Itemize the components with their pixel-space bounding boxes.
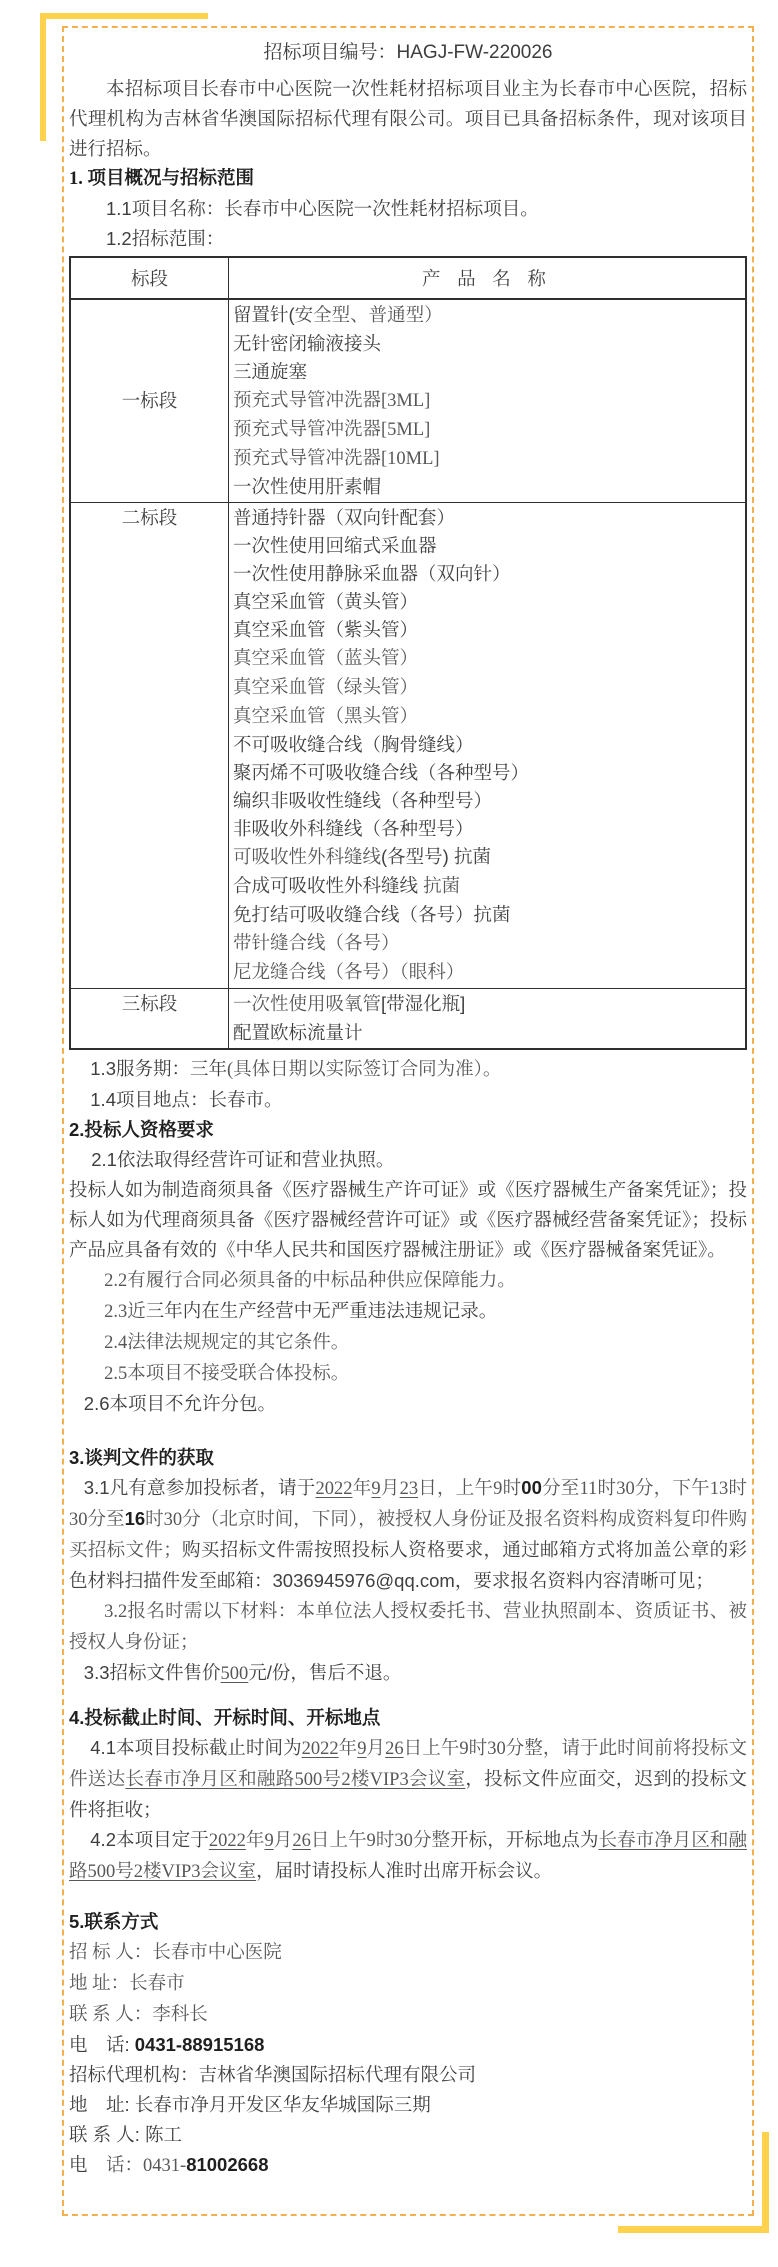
spacer-1 [69,1419,747,1443]
text-run: 9 [264,1831,274,1851]
text-run: 电 话: [69,2034,135,2055]
product-item [233,673,741,702]
text-run: 年 [352,1479,372,1499]
clause-2-2 [69,1265,747,1296]
text-run: 编织非吸收性缝线（各种型号） [233,790,493,811]
text-run: 3.2报名时需以下材料：本单位法人授权委托书、营业执照副本、资质证书、被授权人身份证； [69,1602,747,1653]
contact-agency-person [69,2120,747,2150]
text-run: 抗菌 [423,877,461,897]
text-run: 可吸收性外科缝线 [233,848,382,868]
text-run: 5.联系方式 [69,1911,159,1932]
text-run: 2022 [301,1739,339,1759]
text-run: 合成可吸收性外科缝线 [233,875,424,896]
text-run: 招标代理机构：吉林省华澳国际招标代理有限公司 [69,2064,477,2085]
text-run: 投标人如为制造商须具备《医疗器械生产许可证》或《医疗器械生产备案凭证》；投标人如为代理商须具备《医疗器械经营许可证》或《医疗器械经营备案凭证》；投标产品应具备有效的《中华人民共和国医疗器械注册证》或《医疗器械备案凭证》。 [69,1179,747,1260]
lot-cell: 三标段 [70,989,229,1050]
text-run: 23 [399,1479,419,1499]
text-run: 1.4项目地点：长春市。 [90,1089,283,1110]
corner-accent-top-left-vertical [40,13,46,141]
product-item [233,644,741,673]
text-run: 普通持针器（双向针配套） [233,507,456,528]
products-cell [229,299,747,503]
text-run: 00 [521,1477,542,1498]
product-item [233,444,741,473]
section-3-heading [69,1443,747,1473]
table-row [70,503,746,989]
contact-tenderee [69,1937,747,1968]
text-run: 带针缝合线（各号） [233,934,400,954]
text-run: 3.谈判文件的获取 [69,1447,214,1468]
text-run: 3.1凡有意参加投标者，请于 [83,1477,316,1498]
product-item [233,787,741,815]
corner-accent-bottom-right-vertical [762,2132,769,2233]
section-5-heading [69,1907,747,1937]
contact-agency [69,2060,747,2090]
text-run: 免打结可吸收缝合线（各号）抗菌 [233,904,511,925]
clause-3-3 [69,1658,747,1689]
corner-accent-bottom-right-horizontal [618,2226,769,2233]
table-row [70,299,746,503]
product-column-header: 产 品 名 称 [229,257,747,299]
text-run: 分至11时30分，下午13时30分至 [69,1479,747,1530]
text-run: 26 [292,1831,311,1851]
clause-2-1-detail [69,1175,747,1265]
lot-column-header: 标段 [70,257,229,299]
product-item [233,560,741,588]
product-item [233,702,741,731]
section-2-heading [69,1115,747,1145]
text-run: 真空采血管（蓝头管） [233,649,419,669]
product-item [233,358,741,386]
clause-1-4 [69,1085,747,1115]
product-item [233,330,741,358]
bid-scope-table [69,256,747,1050]
product-item [233,990,741,1019]
product-item [233,386,741,415]
text-run: 招 标 人：长春市中心医院 [69,1943,282,1963]
text-run: 联 系 人：李科长 [69,2005,208,2025]
clause-2-6 [69,1389,747,1419]
text-run: 0431-88915168 [134,2034,265,2055]
product-item [233,616,741,644]
text-run: 日上午9时30分整 [310,1831,451,1851]
contact-tenderee-phone [69,2030,747,2060]
text-run: 日，上午9时 [418,1479,522,1499]
lot-cell: 二标段 [70,503,229,989]
products-cell [229,989,747,1050]
text-run: 3.3招标文件售价 [83,1662,221,1683]
clause-3-1 [69,1473,747,1596]
text-run: 9 [357,1739,367,1759]
text-run: 地 址：长春市 [69,1974,185,1994]
product-item [233,929,741,958]
product-item [233,588,741,616]
text-run: 一次性使用肝素帽 [233,476,382,497]
text-run: 年 [338,1739,358,1759]
text-run: 三年内在生产经营中无严重违法违规记录。 [145,1300,498,1321]
product-item [233,958,741,987]
text-run: ，届时请投标人准时出席开标会议。 [256,1860,553,1881]
text-run: 非吸收外科缝线（各种型号） [233,818,474,839]
text-run: 1.1项目名称：长春市中心医院一次性耗材招标项目。 [106,198,539,219]
text-run: 长春市净月区和融路500号2楼VIP3会议室 [125,1770,466,1790]
table-row [70,989,746,1050]
text-run: 26 [385,1739,404,1759]
text-run: 月 [380,1479,400,1499]
contact-agency-phone [69,2150,747,2181]
text-run: 本招标项目长春市中心医院一次性耗材招标项目业主为长春市中心医院，招标代理机构为吉林省华澳国际招标代理有限公司。项目已具备招标条件，现对该项目进行招标。 [69,78,747,159]
clause-2-3 [69,1296,747,1327]
text-run: 2.2有履行合同必须具备的中标品种供应保障能力。 [104,1271,516,1291]
text-run: 开标，开标地点为 [450,1829,599,1850]
text-run: 地 址: 长春市净月开发区华友华城国际三期 [69,2094,431,2115]
contact-tenderee-address [69,1968,747,1999]
text-run: 2.6本项目不允许分包。 [83,1393,277,1414]
product-item [233,815,741,843]
section-1-heading [69,164,747,194]
text-run: 4.1本项目投标截止时间为 [90,1737,302,1758]
clause-2-5 [69,1358,747,1389]
text-run: 2022 [315,1479,353,1499]
product-item [233,901,741,929]
text-run: 时30分（北京时间，下同），被授权人身份证及报名资料构成资料复印件购买招标文件； [69,1510,747,1561]
product-item [233,759,741,787]
text-run: 年 [245,1831,265,1851]
text-run: 配置欧标流量计 [233,1022,363,1043]
clause-3-2 [69,1596,747,1658]
text-run: 元/份，售后不退。 [248,1662,402,1683]
text-run: 81002668 [186,2154,269,2175]
text-run: 一次性使用吸氧管 [233,995,382,1015]
text-run: 4.2本项目定于 [90,1829,209,1850]
text-run: 无针密闭输液接头 [233,333,382,354]
text-run: 1.2招标范围： [106,228,225,249]
text-run: 留置针( [233,304,295,325]
clause-2-4 [69,1327,747,1358]
product-item [233,301,741,330]
text-run: 一次性使用静脉采血器（双向针） [233,563,511,584]
text-run: 电 [69,2154,107,2175]
text-run: 预充式导管冲洗器[5ML] [233,420,431,440]
clause-2-1 [69,1145,747,1175]
intro-paragraph [69,74,747,164]
clause-4-2 [69,1825,747,1887]
product-item [233,872,741,901]
text-run: 月 [273,1831,293,1851]
clause-1-1 [69,194,747,224]
text-run: 购买招标文件需按照投标人资格要求，通过邮箱方式将加盖公章的彩色材料扫描件发至邮箱：3036945976@qq.com，要求报名资料内容清晰可见； [69,1539,747,1591]
text-run: (具体日期以实际签订合同为准）。 [226,1060,502,1080]
spacer-3 [69,1887,747,1907]
contact-tenderee-person [69,1999,747,2030]
text-run: 4.投标截止时间、开标时间、开标地点 [69,1707,381,1728]
section-4-heading [69,1703,747,1733]
text-run: 招标项目编号：HAGJ-FW-220026 [263,42,553,63]
text-run: 联 系 人: 陈工 [69,2124,183,2145]
product-item [233,843,741,872]
text-run: 16 [124,1508,146,1529]
text-run: 尼龙缝合线（各号）（眼科） [233,963,465,983]
spacer-2 [69,1689,747,1703]
text-run: 2022 [208,1831,246,1851]
product-item [233,731,741,759]
text-run: 2.5本项目不接受联合体投标。 [104,1364,350,1384]
text-run: 预充式导管冲洗器[10ML] [233,449,440,469]
product-item [233,532,741,560]
clause-1-2 [69,224,747,254]
clause-4-1 [69,1733,747,1825]
text-run: 长春市净月区和融路500号2楼VIP3会议室 [69,1831,747,1882]
product-item [233,1019,741,1047]
text-run: 月 [366,1739,386,1759]
text-run: 一次性使用回缩式采血器 [233,535,437,556]
products-cell [229,503,747,989]
text-run: 真空采血管（黄头管） [233,591,419,612]
project-number-title [69,38,747,68]
text-run: 聚丙烯不可吸收缝合线（各种型号） [233,762,530,783]
lot-cell: 一标段 [70,299,229,503]
text-run: 真空采血管（绿头管） [233,678,419,698]
text-run: 三通旋塞 [233,361,308,382]
text-run: 500 [220,1664,249,1684]
text-run: ，投标文件应面交，迟到的投标文件将拒收； [69,1768,747,1820]
text-run: 话：0431- [106,2156,187,2176]
text-run: 2.投标人资格要求 [69,1119,214,1140]
product-item [233,415,741,444]
product-item [233,504,741,532]
text-run: 2.4法律法规规定的其它条件。 [104,1333,350,1353]
text-run: [带湿化瓶] [381,993,466,1014]
text-run: 真空采血管（紫头管） [233,619,419,640]
text-run: 1. 项目概况与招标范围 [69,169,255,189]
document-frame [62,26,754,2216]
text-run: 日上午9时30分整，请于此时间前将投标文件送达 [69,1739,747,1790]
text-run: 不可吸收缝合线（胸骨缝线） [233,734,474,755]
contact-agency-address [69,2090,747,2120]
corner-accent-top-left-horizontal [40,13,208,19]
text-run: 2.3近 [104,1302,146,1322]
text-run: 1.3服务期：三年 [90,1058,227,1079]
text-run: (各型号) 抗菌 [381,846,491,867]
text-run: 2.1依法取得经营许可证和营业执照。 [91,1149,395,1170]
product-item [233,473,741,501]
text-run: 9 [371,1479,381,1499]
text-run: 安全型、普通型） [294,306,443,326]
clause-1-3 [69,1054,747,1085]
text-run: 真空采血管（黑头管） [233,707,419,727]
text-run: 预充式导管冲洗器[3ML] [233,391,431,411]
